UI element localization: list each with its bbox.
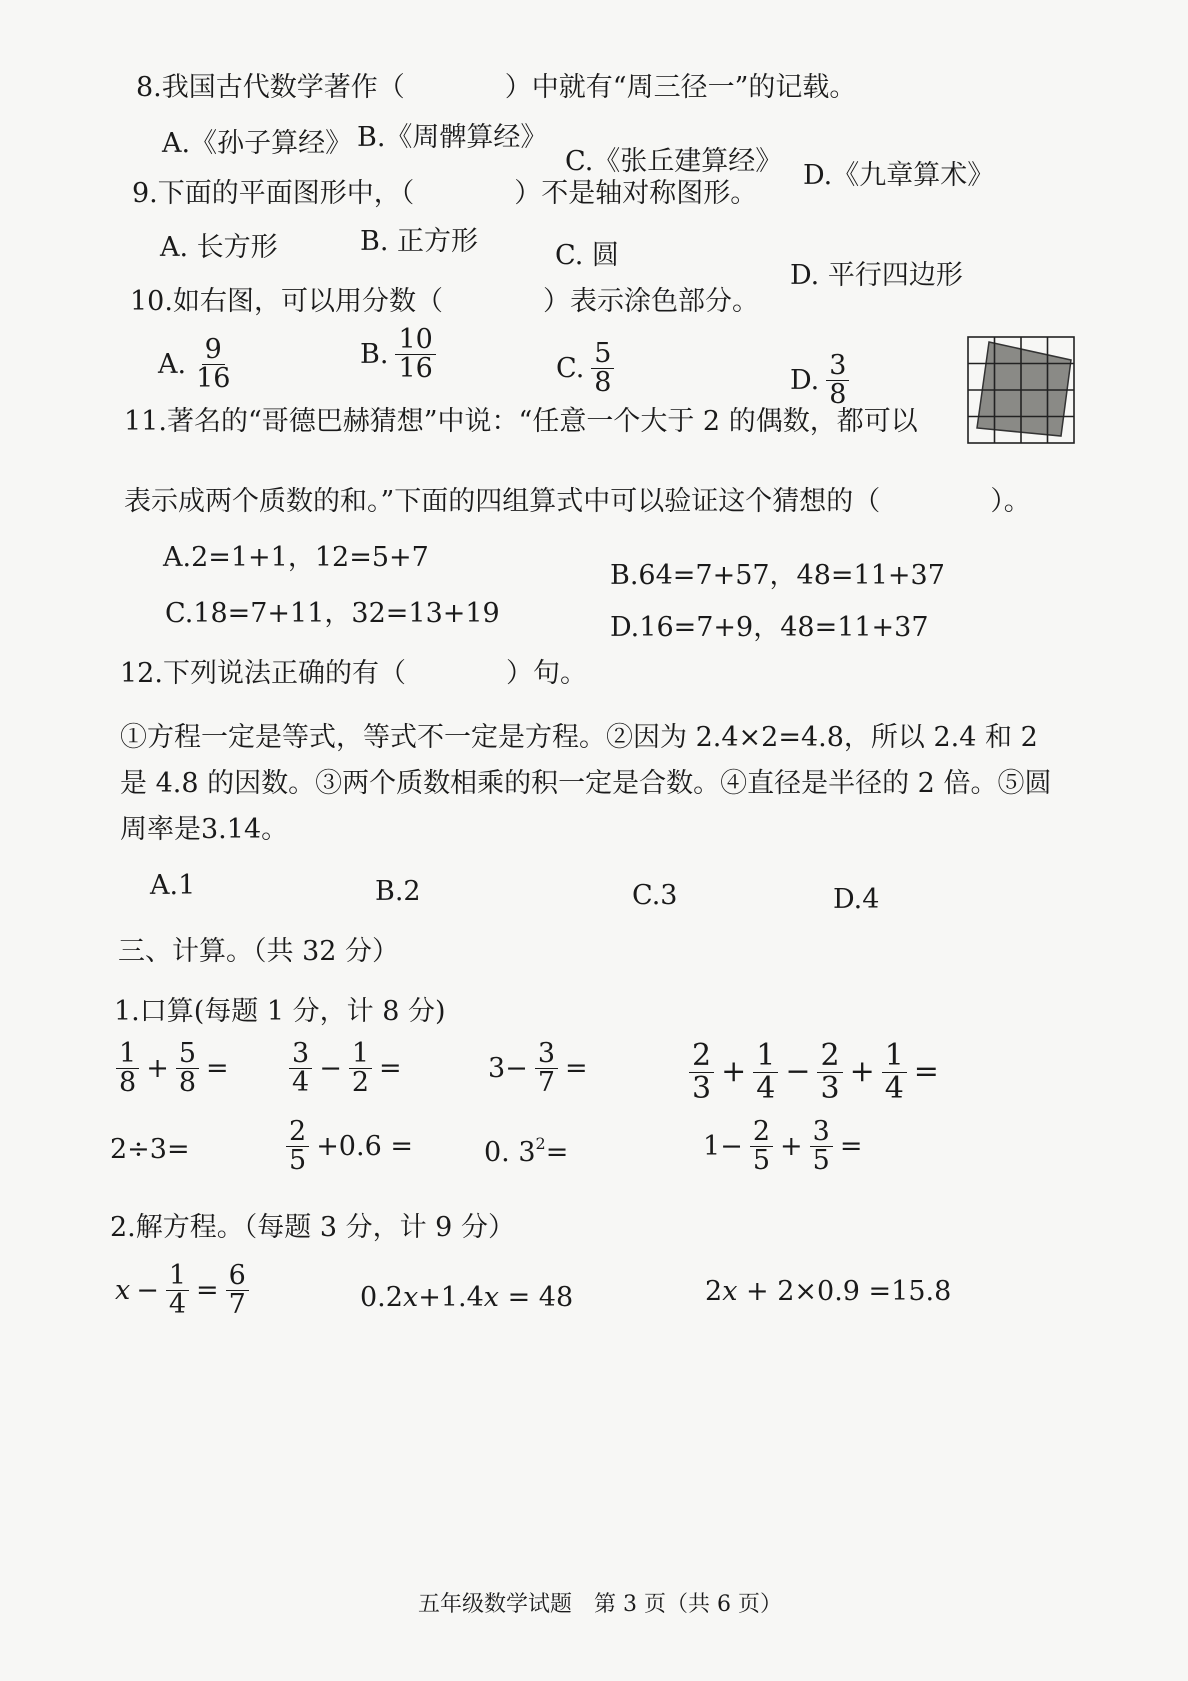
shaded-grid-figure (967, 336, 1075, 444)
q10-option-a: A. $\frac{9}{16}$ (158, 334, 231, 395)
oral-expr-2: $\frac{3}{4}$ − $\frac{1}{2}$ = (285, 1040, 405, 1098)
oral-expr-1: $\frac{1}{8}$ + $\frac{5}{8}$ = (112, 1040, 232, 1098)
q12-option-d: D.4 (833, 884, 880, 915)
oral-expr-6: $\frac{2}{5}$ +0.6 = (282, 1118, 416, 1176)
oral-calc-heading: 1.口算(每题 1 分，计 8 分) (114, 996, 446, 1027)
q11-stem-line2: 表示成两个质数的和。”下面的四组算式中可以验证这个猜想的（ ）。 (124, 486, 1031, 517)
q8-stem: 8.我国古代数学著作（ ）中就有“周三径一”的记载。 (136, 72, 857, 103)
q11-option-d: D.16=7+9，48=11+37 (610, 612, 929, 643)
oral-expr-3: 3− $\frac{3}{7}$ = (488, 1038, 588, 1099)
q9-option-c: C. 圆 (555, 240, 619, 271)
equation-2: 0.2x+1.4x = 48 (360, 1282, 574, 1313)
q12-option-a: A.1 (150, 870, 196, 901)
oral-expr-4: $\frac{2}{3}$ + $\frac{1}{4}$ − $\frac{2}{3}$ + $\frac{1}{4}$ = (685, 1040, 942, 1104)
solve-equation-heading: 2.解方程。（每题 3 分，计 9 分） (110, 1212, 515, 1243)
page-footer: 五年级数学试题 第 3 页（共 6 页） (418, 1592, 782, 1617)
q9-option-b: B. 正方形 (360, 226, 479, 257)
q10-stem: 10.如右图，可以用分数（ ）表示涂色部分。 (130, 286, 759, 317)
q12-statement-line3: 周率是3.14。 (120, 814, 289, 845)
q8-option-d: D.《九章算术》 (803, 160, 995, 191)
q9-option-d: D. 平行四边形 (790, 260, 963, 291)
oral-expr-5: 2÷3= (110, 1134, 190, 1165)
q12-stem: 12.下列说法正确的有（ ）句。 (120, 658, 587, 689)
oral-expr-8: 1− $\frac{2}{5}$ + $\frac{3}{5}$ = (703, 1116, 863, 1177)
q12-option-b: B.2 (375, 876, 421, 907)
q8-option-b: B.《周髀算经》 (357, 122, 548, 153)
q10-option-b: B. $\frac{10}{16}$ (357, 326, 440, 384)
q12-option-c: C.3 (632, 880, 678, 911)
oral-expr-7: 0. $3^2=$ (484, 1134, 569, 1168)
q11-stem-line1: 11.著名的“哥德巴赫猜想”中说：“任意一个大于 2 的偶数，都可以 (124, 406, 918, 437)
equation-3: 2x + 2×0.9 =15.8 (705, 1276, 952, 1307)
q9-stem: 9.下面的平面图形中，（ ）不是轴对称图形。 (132, 178, 758, 209)
q10-option-d: D. $\frac{3}{8}$ (787, 352, 853, 410)
section3-title: 三、计算。（共 32 分） (118, 936, 400, 967)
q8-option-c: C.《张丘建算经》 (565, 146, 783, 177)
q11-option-b: B.64=7+57，48=11+37 (610, 560, 945, 591)
q9-option-a: A. 长方形 (160, 232, 278, 263)
q10-option-c: C. $\frac{5}{8}$ (553, 340, 618, 398)
q12-statement-line1: ①方程一定是等式，等式不一定是方程。②因为 2.4×2=4.8，所以 2.4 和 2 (120, 722, 1038, 753)
q12-statement-line2: 是 4.8 的因数。③两个质数相乘的积一定是合数。④直径是半径的 2 倍。⑤圆 (120, 768, 1052, 799)
equation-1: x − $\frac{1}{4}$ = $\frac{6}{7}$ (112, 1262, 253, 1320)
q11-option-a: A.2=1+1，12=5+7 (163, 542, 429, 573)
q11-option-c: C.18=7+11，32=13+19 (165, 598, 500, 629)
q8-option-a: A.《孙子算经》 (162, 128, 353, 159)
shaded-region (977, 342, 1071, 436)
